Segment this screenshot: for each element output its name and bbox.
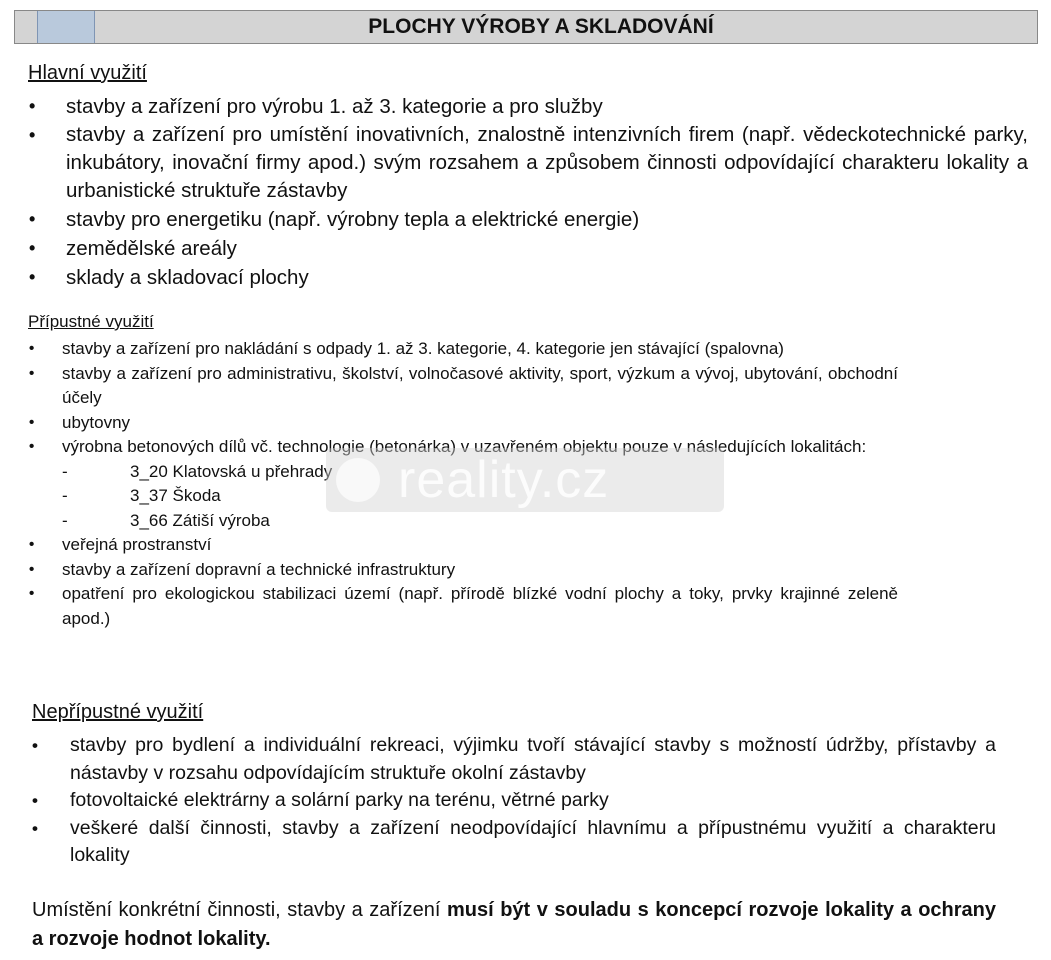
watermark xyxy=(326,448,724,512)
bullet-icon: • xyxy=(32,736,38,755)
list-item: • sklady a skladovací plochy xyxy=(66,263,1028,292)
main-use-list xyxy=(29,92,1028,292)
sub-list-item: - 3_66 Zátiší výroba xyxy=(62,509,898,534)
section-header xyxy=(14,10,1038,44)
bullet-icon: • xyxy=(29,560,35,578)
bullet-icon: • xyxy=(29,585,35,602)
forbidden-use-list xyxy=(32,732,996,870)
watermark-text: reality.cz xyxy=(398,451,610,509)
list-item: • stavby a zařízení pro administrativu, školství, volnočasové aktivity, sport, výzkum a vývoj, ubytování, obchodní účely xyxy=(29,363,898,407)
list-item: • stavby pro energetiku (např. výrobny tepla a elektrické energie) xyxy=(66,205,1028,234)
list-item: • ubytovny xyxy=(62,411,898,436)
bullet-icon: • xyxy=(29,340,35,357)
list-item: • stavby a zařízení pro umístění inovativních, znalostně intenzivních firem (např. vědeckotechnické parky, inkubátory, inovační firmy apod.) svým rozsahem a způsobem činnosti odpovídající charakteru lokality a urbanistické struktuře zástavby xyxy=(29,123,1028,202)
permissible-use-heading: Přípustné využití xyxy=(28,312,154,331)
dash-marker: - xyxy=(62,510,68,530)
list-item: • veřejná prostranství xyxy=(62,533,898,558)
main-use-heading: Hlavní využití xyxy=(28,62,147,84)
list-item: • stavby a zařízení dopravní a technické infrastruktury xyxy=(62,558,898,583)
bullet-icon: • xyxy=(32,791,38,810)
list-item: • veškeré další činnosti, stavby a zařízení neodpovídající hlavnímu a přípustnému využití a charakteru lokality xyxy=(32,816,996,866)
bullet-icon: • xyxy=(29,438,35,455)
sub-list-item: - 3_37 Škoda xyxy=(62,484,898,509)
watermark-logo-icon xyxy=(336,458,380,502)
page-title: PLOCHY VÝROBY A SKLADOVÁNÍ xyxy=(368,15,714,38)
list-item: • stavby pro bydlení a individuální rekreaci, výjimku tvoří stávající stavby s možností údržby, přístavby a nástavby v rozsahu odpovídajícím struktuře okolní zástavby xyxy=(32,734,996,784)
bullet-icon: • xyxy=(29,267,36,287)
bullet-icon: • xyxy=(29,536,35,553)
dash-marker: - xyxy=(62,486,68,505)
sub-list-item: - 3_20 Klatovská u přehrady xyxy=(62,460,898,485)
list-item: • opatření pro ekologickou stabilizaci území (např. přírodě blízké vodní plochy a toky, prvky krajinné zeleně apod.) xyxy=(29,584,898,628)
bullet-icon: • xyxy=(32,818,38,838)
bullet-icon: • xyxy=(29,125,36,145)
list-item: • výrobna betonových dílů vč. technologie (betonárka) v uzavřeném objektu pouze v následujících lokalitách: - 3_20 Klatovská u přehrady - 3_37 Škoda - 3_66 Zátiší výroba xyxy=(62,435,898,533)
bullet-icon: • xyxy=(29,238,36,258)
list-item: • stavby a zařízení pro výrobu 1. až 3. kategorie a pro služby xyxy=(66,92,1028,121)
bullet-icon: • xyxy=(29,413,35,431)
dash-marker: - xyxy=(62,461,68,481)
bullet-icon: • xyxy=(29,209,36,229)
bullet-icon: • xyxy=(29,364,35,382)
list-item: • stavby a zařízení pro nakládání s odpady 1. až 3. kategorie, 4. kategorie jen stávající (spalovna) xyxy=(62,337,898,362)
list-item: • zemědělské areály xyxy=(66,234,1028,263)
forbidden-use-heading: Nepřípustné využití xyxy=(32,701,204,723)
bullet-icon: • xyxy=(29,96,36,116)
final-note: Umístění konkrétní činnosti, stavby a zařízení musí být v souladu s koncepcí rozvoje lokality a ochrany a rozvoje hodnot lokality. xyxy=(32,899,996,950)
list-item: • fotovoltaické elektrárny a solární parky na terénu, větrné parky xyxy=(70,787,996,815)
